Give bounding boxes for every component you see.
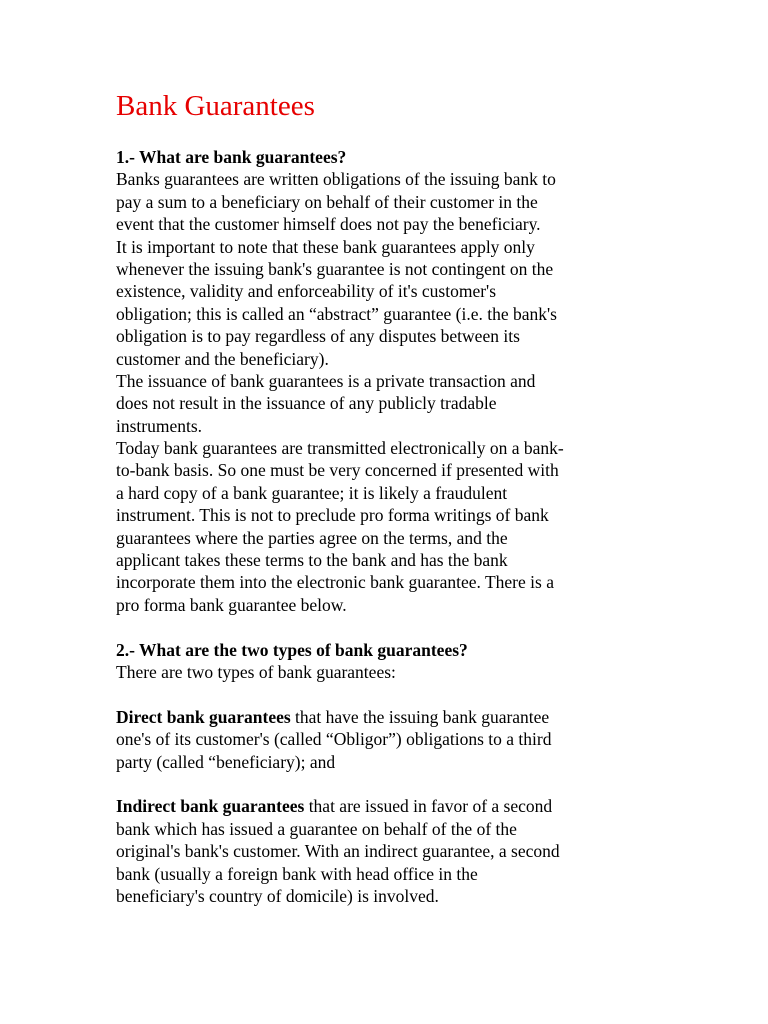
- paragraph-line: Today bank guarantees are transmitted electronically on a bank-: [116, 438, 564, 459]
- paragraph-line: original's bank's customer. With an indirect guarantee, a second: [116, 841, 560, 862]
- paragraph-line: guarantees where the parties agree on the terms, and the: [116, 527, 508, 548]
- paragraph-line: to-bank basis. So one must be very concerned if presented with: [116, 460, 559, 481]
- paragraph-line: does not result in the issuance of any publicly tradable: [116, 393, 497, 414]
- paragraph-line: obligation is to pay regardless of any disputes between its: [116, 326, 520, 347]
- paragraph-line: pay a sum to a beneficiary on behalf of their customer in the: [116, 191, 538, 212]
- paragraph-line: Banks guarantees are written obligations of the issuing bank to: [116, 169, 556, 190]
- paragraph-line: It is important to note that these bank guarantees apply only: [116, 236, 535, 257]
- direct-guarantee-first-line: [116, 706, 656, 728]
- paragraph-line: whenever the issuing bank's guarantee is not contingent on the: [116, 258, 554, 279]
- paragraph-line: bank (usually a foreign bank with head office in the: [116, 863, 478, 884]
- paragraph-line: incorporate them into the electronic bank guarantee. There is a: [116, 572, 554, 593]
- paragraph-line: instrument. This is not to preclude pro forma writings of bank: [116, 505, 549, 526]
- indirect-guarantee-first-line: [116, 795, 656, 817]
- section-1-heading: 1.- What are bank guarantees?: [116, 147, 347, 167]
- paragraph-line: bank which has issued a guarantee on behalf of the of the: [116, 818, 517, 839]
- paragraph-line: The issuance of bank guarantees is a private transaction and: [116, 370, 536, 391]
- paragraph-line: party (called “beneficiary); and: [116, 751, 336, 772]
- direct-guarantee-term: Direct bank guarantees: [116, 706, 291, 727]
- paragraph-line: pro forma bank guarantee below.: [116, 594, 347, 615]
- paragraph-line: beneficiary's country of domicile) is involved.: [116, 885, 439, 906]
- blank-line: [116, 616, 656, 638]
- paragraph-line: obligation; this is called an “abstract” guarantee (i.e. the bank's: [116, 303, 557, 324]
- paragraph-line: applicant takes these terms to the bank and has the bank: [116, 550, 508, 571]
- indirect-guarantee-term: Indirect bank guarantees: [116, 796, 305, 817]
- page-title: Bank Guarantees: [116, 90, 315, 122]
- document-body: [116, 146, 656, 907]
- section-2-intro: There are two types of bank guarantees:: [116, 661, 396, 682]
- paragraph-line: event that the customer himself does not pay the beneficiary.: [116, 214, 541, 235]
- blank-line: [116, 683, 656, 705]
- blank-line: [116, 773, 656, 795]
- direct-guarantee-text: that have the issuing bank guarantee: [290, 706, 550, 727]
- paragraph-line: existence, validity and enforceability of it's customer's: [116, 281, 497, 302]
- paragraph-line: instruments.: [116, 415, 203, 436]
- paragraph-line: customer and the beneficiary).: [116, 348, 329, 369]
- section-2-heading: 2.- What are the two types of bank guarantees?: [116, 639, 468, 660]
- paragraph-line: one's of its customer's (called “Obligor”) obligations to a third: [116, 729, 552, 750]
- indirect-guarantee-text: that are issued in favor of a second: [304, 796, 553, 817]
- paragraph-line: a hard copy of a bank guarantee; it is likely a fraudulent: [116, 482, 508, 503]
